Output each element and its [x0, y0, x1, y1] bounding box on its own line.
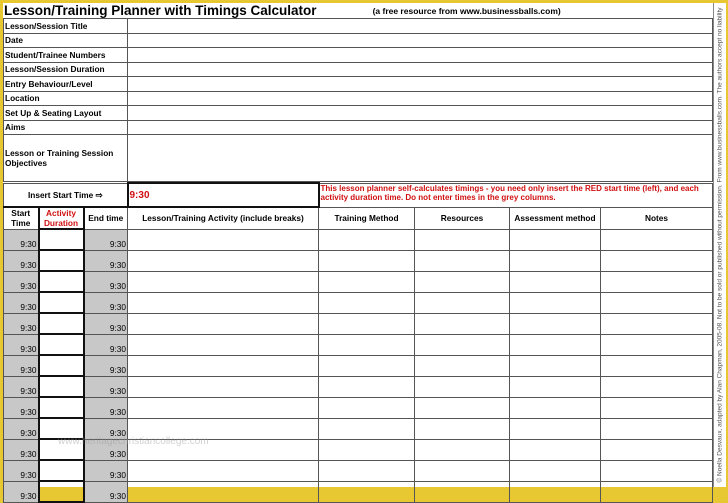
method-cell[interactable]: [319, 376, 415, 397]
field-input[interactable]: [128, 19, 713, 34]
method-cell[interactable]: [319, 355, 415, 376]
method-cell[interactable]: [319, 313, 415, 334]
table-row: [4, 271, 713, 292]
resources-cell[interactable]: [415, 355, 510, 376]
column-header: Activity Duration: [39, 207, 84, 229]
assessment-cell[interactable]: [510, 250, 601, 271]
resources-cell[interactable]: [415, 460, 510, 481]
notes-cell[interactable]: [601, 481, 713, 502]
table-row: [4, 250, 713, 271]
resources-cell[interactable]: [415, 376, 510, 397]
notes-cell[interactable]: [601, 397, 713, 418]
instructions: This lesson planner self-calculates timings - you need only insert the RED start time (left), and each activity duration time. Do not enter times in the grey columns.: [319, 183, 713, 207]
end-time-cell: 9:30: [84, 355, 128, 376]
assessment-cell[interactable]: [510, 229, 601, 250]
assessment-cell[interactable]: [510, 439, 601, 460]
notes-cell[interactable]: [601, 460, 713, 481]
duration-input[interactable]: [39, 460, 84, 481]
method-cell[interactable]: [319, 334, 415, 355]
duration-input[interactable]: [39, 355, 84, 376]
end-time-cell: 9:30: [84, 313, 128, 334]
activity-table: [3, 182, 713, 503]
activity-cell[interactable]: [128, 376, 319, 397]
info-row: [4, 48, 713, 63]
notes-cell[interactable]: [601, 418, 713, 439]
subtitle: (a free resource from www.businessballs.com): [372, 5, 561, 16]
notes-cell[interactable]: [601, 376, 713, 397]
end-time-cell: 9:30: [84, 229, 128, 250]
objectives-label: Lesson or Training Session Objectives: [4, 135, 128, 182]
info-row: [4, 91, 713, 106]
duration-input[interactable]: [39, 334, 84, 355]
resources-cell[interactable]: [415, 250, 510, 271]
field-label: Aims: [4, 120, 128, 135]
notes-cell[interactable]: [601, 334, 713, 355]
field-input[interactable]: [128, 91, 713, 106]
table-row: [4, 481, 713, 502]
activity-cell[interactable]: [128, 229, 319, 250]
duration-input[interactable]: [39, 313, 84, 334]
end-time-cell: 9:30: [84, 292, 128, 313]
table-row: [4, 292, 713, 313]
column-header: Start Time: [4, 207, 39, 229]
resources-cell[interactable]: [415, 271, 510, 292]
start-time-cell: 9:30: [4, 481, 39, 502]
table-row: [4, 313, 713, 334]
method-cell[interactable]: [319, 418, 415, 439]
duration-input[interactable]: [39, 481, 84, 502]
table-row: [4, 334, 713, 355]
info-row: [4, 33, 713, 48]
insert-start-label: Insert Start Time ⇨: [4, 183, 128, 207]
objectives-input[interactable]: [128, 135, 713, 182]
start-time-cell: 9:30: [4, 271, 39, 292]
assessment-cell[interactable]: [510, 376, 601, 397]
column-header: Notes: [601, 207, 713, 229]
activity-cell[interactable]: [128, 271, 319, 292]
duration-input[interactable]: [39, 397, 84, 418]
duration-input[interactable]: [39, 271, 84, 292]
column-header: Training Method: [319, 207, 415, 229]
duration-input[interactable]: [39, 292, 84, 313]
start-time-cell: 9:30: [4, 334, 39, 355]
activity-cell[interactable]: [128, 334, 319, 355]
table-row: [4, 460, 713, 481]
method-cell[interactable]: [319, 439, 415, 460]
copyright-text: © Noella Desvaux, adapted by Alan Chapman, 2005-08. Not to be sold or published without permission. From www.businessballs.com. The authors accept no liability: [716, 7, 724, 483]
activity-cell[interactable]: [128, 250, 319, 271]
info-table: [3, 18, 713, 182]
assessment-cell[interactable]: [510, 355, 601, 376]
column-header: End time: [84, 207, 128, 229]
end-time-cell: 9:30: [84, 481, 128, 502]
notes-cell[interactable]: [601, 313, 713, 334]
resources-cell[interactable]: [415, 439, 510, 460]
assessment-cell[interactable]: [510, 334, 601, 355]
assessment-cell[interactable]: [510, 271, 601, 292]
notes-cell[interactable]: [601, 439, 713, 460]
end-time-cell: 9:30: [84, 439, 128, 460]
activity-cell[interactable]: [128, 355, 319, 376]
start-time-cell: 9:30: [4, 418, 39, 439]
assessment-cell[interactable]: [510, 292, 601, 313]
method-cell[interactable]: [319, 229, 415, 250]
column-header: Lesson/Training Activity (include breaks): [128, 207, 319, 229]
duration-input[interactable]: [39, 229, 84, 250]
resources-cell[interactable]: [415, 292, 510, 313]
lesson-planner-sheet: [3, 3, 713, 501]
start-time-cell: 9:30: [4, 229, 39, 250]
assessment-cell[interactable]: [510, 397, 601, 418]
start-time-cell: 9:30: [4, 460, 39, 481]
notes-cell[interactable]: [601, 271, 713, 292]
start-time-cell: 9:30: [4, 397, 39, 418]
field-label: Lesson/Session Title: [4, 19, 128, 34]
field-input[interactable]: [128, 77, 713, 92]
objectives-row: [4, 135, 713, 182]
resources-cell[interactable]: [415, 397, 510, 418]
field-input[interactable]: [128, 106, 713, 121]
resources-cell[interactable]: [415, 313, 510, 334]
end-time-cell: 9:30: [84, 271, 128, 292]
info-row: [4, 62, 713, 77]
method-cell[interactable]: [319, 460, 415, 481]
field-label: Lesson/Session Duration: [4, 62, 128, 77]
info-row: [4, 106, 713, 121]
column-header: Resources: [415, 207, 510, 229]
table-row: [4, 355, 713, 376]
field-label: Set Up & Seating Layout: [4, 106, 128, 121]
field-input[interactable]: [128, 48, 713, 63]
end-time-cell: 9:30: [84, 334, 128, 355]
start-time-cell: 9:30: [4, 376, 39, 397]
duration-input[interactable]: [39, 250, 84, 271]
start-time-cell: 9:30: [4, 292, 39, 313]
field-input[interactable]: [128, 33, 713, 48]
field-input[interactable]: [128, 120, 713, 135]
activity-cell[interactable]: [128, 292, 319, 313]
notes-cell[interactable]: [601, 292, 713, 313]
notes-cell[interactable]: [601, 355, 713, 376]
page-title: [3, 3, 713, 18]
field-label: Entry Behaviour/Level: [4, 77, 128, 92]
start-time-cell: 9:30: [4, 439, 39, 460]
method-cell[interactable]: [319, 292, 415, 313]
start-time-cell: 9:30: [4, 250, 39, 271]
assessment-cell[interactable]: [510, 481, 601, 502]
activity-cell[interactable]: [128, 313, 319, 334]
field-input[interactable]: [128, 62, 713, 77]
assessment-cell[interactable]: [510, 460, 601, 481]
assessment-cell[interactable]: [510, 418, 601, 439]
resources-cell[interactable]: [415, 229, 510, 250]
assessment-cell[interactable]: [510, 313, 601, 334]
info-row: [4, 19, 713, 34]
notes-cell[interactable]: [601, 250, 713, 271]
end-time-cell: 9:30: [84, 460, 128, 481]
start-time-input[interactable]: 9:30: [128, 183, 319, 207]
resources-cell[interactable]: [415, 481, 510, 502]
title-text: Lesson/Training Planner with Timings Calculator: [4, 3, 317, 18]
end-time-cell: 9:30: [84, 418, 128, 439]
start-time-cell: 9:30: [4, 313, 39, 334]
method-cell[interactable]: [319, 481, 415, 502]
method-cell[interactable]: [319, 250, 415, 271]
resources-cell[interactable]: [415, 418, 510, 439]
activity-cell[interactable]: [128, 397, 319, 418]
field-label: Student/Trainee Numbers: [4, 48, 128, 63]
table-row: [4, 229, 713, 250]
start-time-cell: 9:30: [4, 355, 39, 376]
end-time-cell: 9:30: [84, 397, 128, 418]
watermark: www.heritagechristiancollege.com: [58, 436, 209, 447]
notes-cell[interactable]: [601, 229, 713, 250]
end-time-cell: 9:30: [84, 376, 128, 397]
field-label: Location: [4, 91, 128, 106]
resources-cell[interactable]: [415, 334, 510, 355]
copyright-strip: [713, 3, 726, 487]
activity-cell[interactable]: [128, 481, 319, 502]
info-row: [4, 120, 713, 135]
column-header: Assessment method: [510, 207, 601, 229]
table-row: [4, 397, 713, 418]
info-row: [4, 77, 713, 92]
method-cell[interactable]: [319, 271, 415, 292]
activity-cell[interactable]: [128, 460, 319, 481]
method-cell[interactable]: [319, 397, 415, 418]
end-time-cell: 9:30: [84, 250, 128, 271]
field-label: Date: [4, 33, 128, 48]
table-row: [4, 376, 713, 397]
duration-input[interactable]: [39, 376, 84, 397]
